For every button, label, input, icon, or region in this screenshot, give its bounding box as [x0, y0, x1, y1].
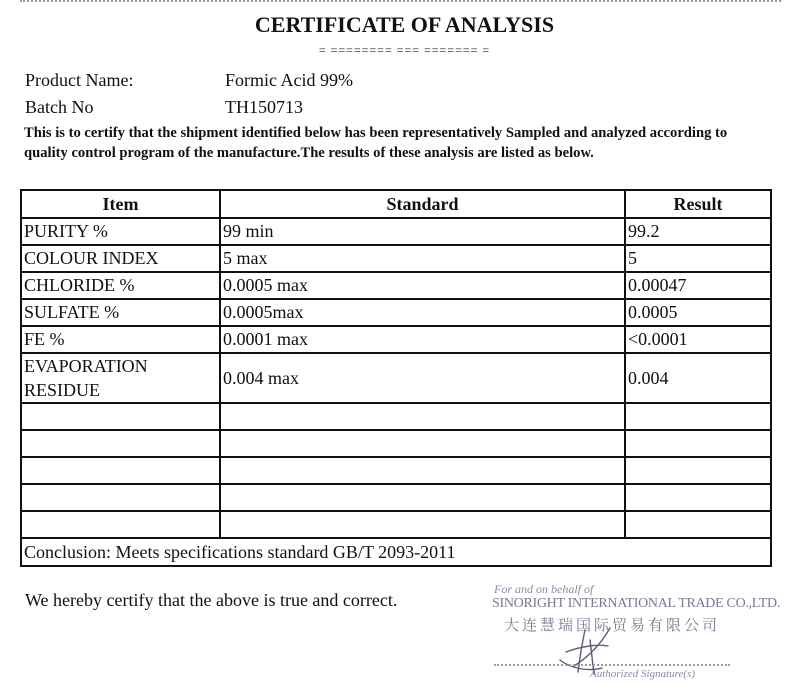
item-cell: EVAPORATION RESIDUE [21, 353, 220, 403]
item-cell: COLOUR INDEX [21, 245, 220, 272]
standard-cell: 0.004 max [220, 353, 625, 403]
standard-cell: 5 max [220, 245, 625, 272]
table-row [21, 326, 771, 353]
table-row [21, 272, 771, 299]
item-cell: SULFATE % [21, 299, 220, 326]
footer-certify-statement: We hereby certify that the above is true and correct. [25, 590, 398, 610]
empty-table-row [21, 457, 771, 484]
column-header-standard: Standard [220, 190, 625, 218]
item-cell: PURITY % [21, 218, 220, 245]
empty-table-row [21, 430, 771, 457]
standard-cell: 0.0005max [220, 299, 625, 326]
result-cell: 99.2 [625, 218, 771, 245]
standard-cell: 0.0005 max [220, 272, 625, 299]
top-dotted-rule [20, 0, 781, 2]
product-name-label: Product Name: [25, 70, 134, 90]
table-row [21, 218, 771, 245]
standard-cell: 99 min [220, 218, 625, 245]
result-cell: 0.004 [625, 353, 771, 403]
result-cell: <0.0001 [625, 326, 771, 353]
stamp-company-name: SINORIGHT INTERNATIONAL TRADE CO.,LTD. [492, 596, 781, 611]
column-header-item: Item [21, 190, 220, 218]
title-underline: = ======== === ======= = [318, 43, 491, 57]
analysis-table [20, 189, 772, 567]
stamp-company-name-cn: 大连慧瑞国际贸易有限公司 [504, 616, 721, 634]
batch-no-label: Batch No [25, 97, 94, 117]
certification-statement: This is to certify that the shipment identified below has been representatively Sampled and analyzed according to quality control program of the manufacture.The results of these analysis are listed as below. [24, 125, 728, 161]
signature-line [494, 664, 730, 666]
company-stamp [490, 582, 781, 686]
column-header-result: Result [625, 190, 771, 218]
result-cell: 0.0005 [625, 299, 771, 326]
result-cell: 0.00047 [625, 272, 771, 299]
conclusion-cell: Conclusion: Meets specifications standard GB/T 2093-2011 [21, 538, 771, 566]
product-name-value: Formic Acid 99% [225, 70, 353, 90]
item-cell: CHLORIDE % [21, 272, 220, 299]
table-row [21, 299, 771, 326]
conclusion-row [21, 538, 771, 566]
empty-table-row [21, 484, 771, 511]
page-title: CERTIFICATE OF ANALYSIS [254, 12, 555, 37]
standard-cell: 0.0001 max [220, 326, 625, 353]
result-cell: 5 [625, 245, 771, 272]
table-header-row [21, 190, 771, 218]
stamp-behalf-text: For and on behalf of [494, 582, 594, 596]
empty-table-row [21, 403, 771, 430]
signature-label: Authorized Signature(s) [590, 668, 695, 680]
table-row [21, 245, 771, 272]
batch-no-value: TH150713 [225, 97, 303, 117]
item-cell: FE % [21, 326, 220, 353]
table-row [21, 353, 771, 403]
empty-table-row [21, 511, 771, 538]
